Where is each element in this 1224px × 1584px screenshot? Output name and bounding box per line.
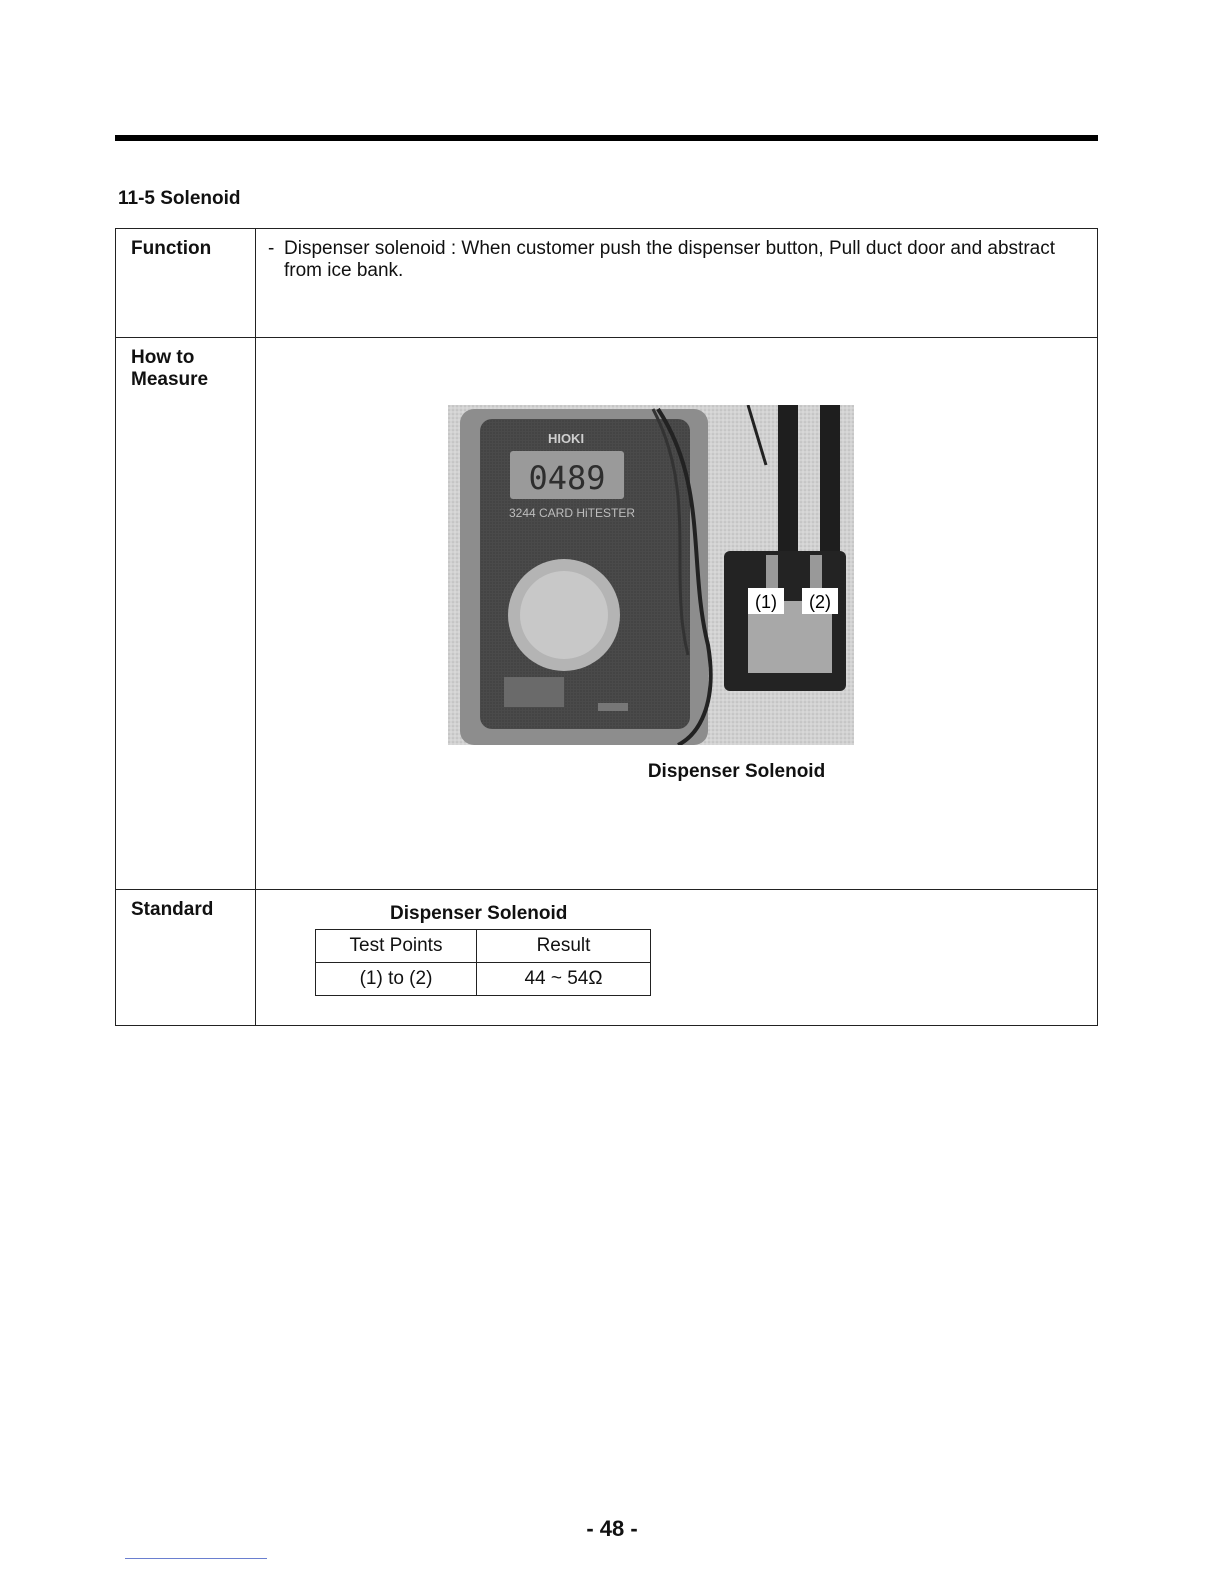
row-how-to-measure [116, 338, 1098, 890]
terminal-2-label: (2) [809, 592, 831, 612]
standard-table-title: Dispenser Solenoid [390, 903, 568, 924]
probe-2 [820, 405, 840, 565]
photo-caption: Dispenser Solenoid [647, 761, 826, 782]
row-standard [116, 890, 1098, 1026]
cell-test-points: (1) to (2) [316, 963, 477, 996]
standard-header-row [316, 930, 651, 963]
section-title: 11-5 Solenoid [118, 188, 241, 209]
table-row [316, 963, 651, 996]
meter-reading: 0489 [528, 459, 606, 497]
label-function: Function [116, 229, 256, 338]
probe-1 [778, 405, 798, 565]
terminal-1-label: (1) [755, 592, 777, 612]
bullet-dash: - [268, 238, 275, 259]
label-standard: Standard [116, 890, 256, 1026]
multimeter-photo [448, 405, 854, 745]
measure-content [256, 338, 1098, 890]
meter-model: 3244 CARD HiTESTER [508, 506, 636, 520]
label-how-to-measure: How to Measure [116, 338, 256, 890]
cell-result: 44 ~ 54Ω [477, 963, 651, 996]
standard-table [315, 929, 651, 996]
spec-table [115, 228, 1098, 1026]
footer-line [125, 1558, 267, 1559]
page-number: - 48 - [586, 1516, 638, 1541]
meter-brand: HIOKI [547, 431, 585, 446]
top-rule [115, 135, 1098, 141]
standard-content [256, 890, 1098, 1026]
header-result: Result [477, 930, 651, 963]
header-test-points: Test Points [316, 930, 477, 963]
row-function [116, 229, 1098, 338]
function-content [256, 229, 1098, 338]
function-description: Dispenser solenoid : When customer push the dispenser button, Pull duct door and abstract from ice bank. [284, 238, 1055, 281]
